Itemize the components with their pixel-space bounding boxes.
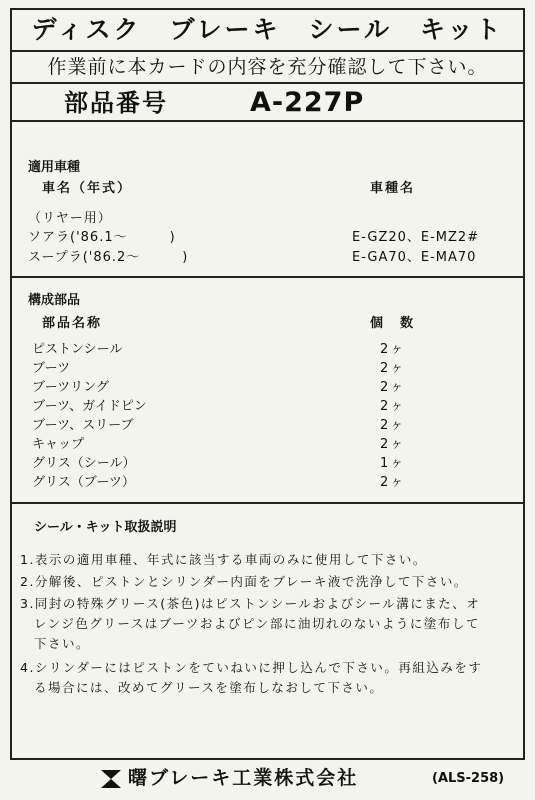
card-title: ディスク ブレーキ シール キット (10, 8, 525, 52)
component-name: グリス（ブーツ） (32, 475, 135, 490)
applicable-col-name: 車名（年式） (42, 181, 133, 196)
handling-step-line: 1.表示の適用車種、年式に該当する車両のみに使用して下さい。 (20, 552, 427, 567)
part-number-label: 部品番号 (64, 89, 168, 117)
components-col-qty: 個 数 (370, 316, 416, 331)
component-qty: 2ヶ (380, 380, 406, 395)
components-heading: 構成部品 (28, 293, 81, 308)
component-qty: 2ヶ (380, 342, 406, 357)
component-qty: 2ヶ (380, 475, 406, 490)
component-name: ブーツリング (32, 380, 109, 395)
handling-step-line: 4.シリンダーにはピストンをていねいに押し込んで下さい。再組込みをす (20, 660, 483, 675)
vehicle-name: スープラ('86.2～ ) (28, 250, 189, 265)
component-name: ブーツ、スリーブ (32, 418, 134, 433)
kit-code: (ALS-258) (432, 771, 505, 786)
company-name: 曙ブレーキ工業株式会社 (128, 767, 359, 789)
part-number-row (10, 82, 525, 122)
card-instruction: 作業前に本カードの内容を充分確認して下さい。 (47, 56, 488, 78)
section-divider (10, 276, 525, 278)
component-qty: 2ヶ (380, 418, 406, 433)
component-qty: 2ヶ (380, 437, 406, 452)
applicable-heading: 適用車種 (28, 160, 81, 175)
handling-step-line: レンジ色グリースはブーツおよびピン部に油切れのないように塗布して (20, 616, 480, 631)
applicable-col-model: 車種名 (370, 181, 416, 196)
component-name: ブーツ (32, 361, 71, 376)
vehicle-name: ソアラ('86.1～ ) (28, 230, 176, 245)
component-name: ブーツ、ガイドピン (32, 399, 147, 414)
component-name: キャップ (32, 437, 85, 452)
vehicle-model: E-GZ20、E-MZ2# (352, 230, 480, 245)
component-qty: 2ヶ (380, 399, 406, 414)
component-qty: 1ヶ (380, 456, 406, 471)
part-number-value: A-227P (250, 87, 365, 118)
components-col-name: 部品名称 (42, 316, 103, 331)
component-name: ピストンシール (32, 342, 123, 357)
vehicle-model: E-GA70、E-MA70 (352, 250, 477, 265)
akebono-logo-icon (100, 768, 122, 790)
section-divider (10, 502, 525, 504)
handling-step-line: 3.同封の特殊グリース(茶色)はピストンシールおよびシール溝にまた、オ (20, 596, 481, 611)
handling-heading: シール・キット取扱説明 (34, 520, 177, 535)
component-name: グリス（シール） (32, 456, 136, 471)
handling-step-line: る場合には、改めてグリースを塗布しなおして下さい。 (20, 680, 384, 695)
handling-step-line: 下さい。 (20, 636, 91, 651)
handling-step-line: 2.分解後、ピストンとシリンダー内面をブレーキ液で洗浄して下さい。 (20, 574, 468, 589)
applicable-note: （リヤー用） (28, 211, 112, 226)
component-qty: 2ヶ (380, 361, 406, 376)
